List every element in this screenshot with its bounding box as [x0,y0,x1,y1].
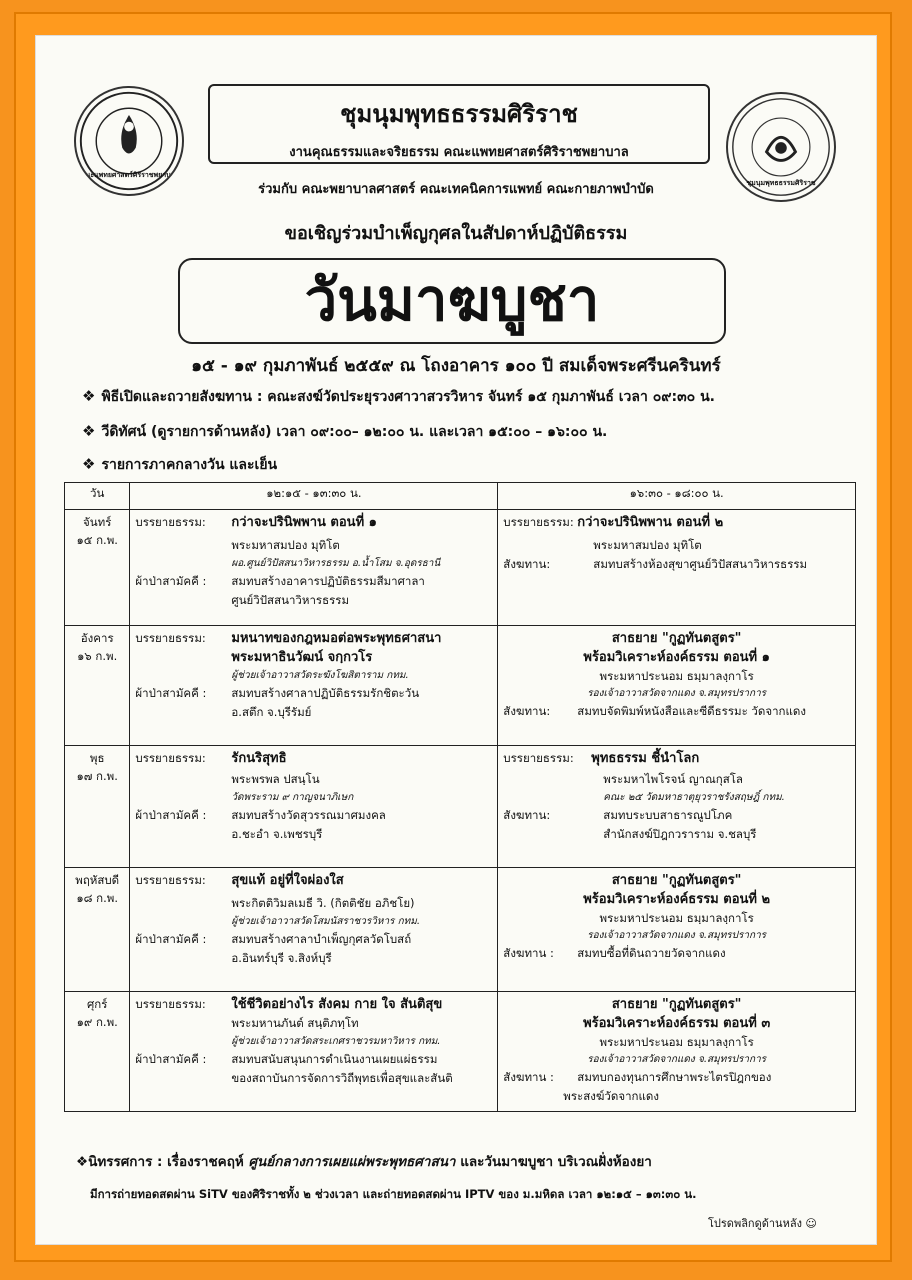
event-date-venue: ๑๕ - ๑๙ กุมภาพันธ์ ๒๕๕๙ ณ โถงอาคาร ๑๐๐ ปี สมเด็จพระศรีนครินทร์ [191,356,721,376]
exhibition-note: ❖นิทรรศการ : เรื่องราชคฤห์ ศูนย์กลางการเผยแผ่พระพุทธศาสนา และวันมาฆบูชา บริเวณฝั่งห้องยา [76,1154,652,1170]
day-name: ศุกร์ [86,997,108,1011]
lecture-topic: ใช้ชีวิตอย่างไร สังคม กาย ใจ สันติสุข [231,997,443,1012]
speaker-note: วัดพระราม ๙ กาญจนาภิเษก [231,792,354,803]
speaker-note: ผู้ช่วยเจ้าอาวาสวัดโสมนัสราชวรวิหาร กทม. [231,916,421,927]
speaker: พระมหาประนอม ธมฺมาลงฺกาโร [599,911,754,925]
speaker-note: ผู้ช่วยเจ้าอาวาสวัดระฆังโฆสิตาราม กทม. [231,670,409,681]
sangha-purpose: สมทบจัดพิมพ์หนังสือและซีดีธรรมะ วัดจากแดง [577,704,806,718]
host-purpose: สมทบสร้างศาลาปฏิบัติธรรมรักชิตะวัน [231,686,420,700]
table-row [65,992,856,1112]
day-name: จันทร์ [83,515,112,529]
header-day: วัน [65,483,130,510]
event-title: วันมาฆบูชา [178,258,726,344]
flip-page-note: โปรดพลิกดูด้านหลัง ☺ [708,1217,817,1230]
speaker: พระมหาไพโรจน์ ญาณกุสโล [603,772,743,786]
host-place: ศูนย์วิปัสสนาวิหารธรรม [231,593,350,607]
day-date: ๑๗ ก.พ. [76,769,118,783]
afternoon-cell: บรรยายธรรม: รักนริสุทธิ พระพรพล ปสนฺโน วัดพระราม ๙ กาญจนาภิเษก ผ้าป่าสามัคคี : สมทบสร้างวัดสุวรรณมาศมงคล อ.ชะอำ จ.เพชรบุรี [130,746,498,868]
poster [36,36,876,1244]
sangha-purpose: สมทบซื้อที่ดินถวายวัดจากแดง [577,946,726,960]
lecture-topic: รักนริสุทธิ [231,751,287,766]
recital-subtitle: พร้อมวิเคราะห์องค์ธรรม ตอนที่ ๒ [583,892,771,907]
recital-title: สาธยาย "กูฏทันตสูตร" [611,873,742,888]
bullet-schedule: ❖ รายการภาคกลางวัน และเย็น [82,455,278,473]
logo-right-text: ชุมนุมพุทธธรรมศิริราช [746,179,816,187]
speaker: พระมหาสมปอง มุทิโต [593,538,702,552]
host-place: ของสถาบันการจัดการวิถีพุทธเพื่อสุขและสันติ [231,1071,453,1085]
diamond-bullet-icon: ❖ [82,455,96,473]
afternoon-cell: บรรยายธรรม: ใช้ชีวิตอย่างไร สังคม กาย ใจ สันติสุข พระมหานภันต์ สนฺติภทฺโท ผู้ช่วยเจ้าอาวาสวัดสระเกศราชวรมหาวิหาร กทม. ผ้าป่าสามัคคี : สมทบสนับสนุนการดำเนินงานเผยแผ่ธรรม ของสถาบันการจัดการวิถีพุทธเพื่อสุขและสันติ [130,992,498,1112]
afternoon-cell: บรรยายธรรม: กว่าจะปรินิพพาน ตอนที่ ๑ พระมหาสมปอง มุทิโต ผอ.ศูนย์วิปัสสนาวิหารธรรม อ.น้ำโสม จ.อุดรธานี ผ้าป่าสามัคคี : สมทบสร้างอาคารปฏิบัติธรรมสีมาศาลา ศูนย์วิปัสสนาวิหารธรรม [130,510,498,626]
table-row [65,868,856,992]
host-purpose: สมทบสร้างศาลาบำเพ็ญกุศลวัดโบสถ์ [231,932,412,946]
table-row [65,626,856,746]
speaker-note: รองเจ้าอาวาสวัดจากแดง จ.สมุทรปราการ [587,688,767,699]
evening-cell: สาธยาย "กูฏทันตสูตร" พร้อมวิเคราะห์องค์ธรรม ตอนที่ ๑ พระมหาประนอม ธมฺมาลงฺกาโร รองเจ้าอาวาสวัดจากแดง จ.สมุทรปราการ สังฆทาน: สมทบจัดพิมพ์หนังสือและซีดีธรรมะ วัดจากแดง [498,626,856,746]
day-date: ๑๕ ก.พ. [76,533,118,547]
day-name: พฤหัสบดี [75,873,120,887]
evening-cell: บรรยายธรรม: พุทธธรรม ชี้นำโลก พระมหาไพโรจน์ ญาณกุสโล คณะ ๒๕ วัดมหาธาตุยุวราชรังสฤษฎิ์ กทม. สังฆทาน: สมทบระบบสาธารณูปโภค สำนักสงฆ์ปิฎกวราราม จ.ชลบุรี [498,746,856,868]
lecture-topic: กว่าจะปรินิพพาน ตอนที่ ๒ [577,515,724,530]
lecture-topic: กว่าจะปรินิพพาน ตอนที่ ๑ [231,515,377,530]
bullet-video: ❖ วีดิทัศน์ (ดูรายการด้านหลัง) เวลา ๐๙:๐๐– ๑๒:๐๐ น. และเวลา ๑๕:๐๐ – ๑๖:๐๐ น. [82,422,608,440]
evening-cell: สาธยาย "กูฏทันตสูตร" พร้อมวิเคราะห์องค์ธรรม ตอนที่ ๒ พระมหาประนอม ธมฺมาลงฺกาโร รองเจ้าอาวาสวัดจากแดง จ.สมุทรปราการ สังฆทาน : สมทบซื้อที่ดินถวายวัดจากแดง [498,868,856,992]
sangha-place: สำนักสงฆ์ปิฎกวราราม จ.ชลบุรี [603,827,757,841]
lecture-topic: สุขแท้ อยู่ที่ใจผ่องใส [231,873,344,888]
evening-cell: บรรยายธรรม: กว่าจะปรินิพพาน ตอนที่ ๒ พระมหาสมปอง มุทิโต สังฆทาน: สมทบสร้างห้องสุขาศูนย์วิปัสสนาวิหารธรรม [498,510,856,626]
lecture-topic: มหนาทของกฎหมอต่อพระพุทธศาสนา [231,631,442,646]
schedule-table [64,482,856,1112]
sangha-purpose: สมทบระบบสาธารณูปโภค [603,808,733,822]
day-date: ๑๙ ก.พ. [76,1015,118,1029]
header-evening: ๑๖:๓๐ - ๑๘:๐๐ น. [498,483,856,510]
speaker: พระมหาประนอม ธมฺมาลงฺกาโร [599,1035,754,1049]
bullet-opening-ceremony: ❖ พิธีเปิดและถวายสังฆทาน : คณะสงฆ์วัดประยุรวงศาวาสวรวิหาร จันทร์ ๑๕ กุมภาพันธ์ เวลา ๐๙:๓๐ น. [82,387,715,405]
speaker-note: ผอ.ศูนย์วิปัสสนาวิหารธรรม อ.น้ำโสม จ.อุดรธานี [231,558,441,569]
sangha-place: พระสงฆ์วัดจากแดง [563,1089,659,1103]
sangha-purpose: สมทบกองทุนการศึกษาพระไตรปิฎกของ [577,1070,772,1084]
table-header-row [65,483,856,510]
speaker: พระพรพล ปสนฺโน [231,772,320,786]
table-row [65,510,856,626]
recital-title: สาธยาย "กูฏทันตสูตร" [611,997,742,1012]
club-title: ชุมนุมพุทธธรรมศิริราช [340,100,578,128]
speaker: พระมหานภันต์ สนฺติภทฺโท [231,1016,359,1030]
host-place: อ.ชะอำ จ.เพชรบุรี [231,827,323,841]
recital-subtitle: พร้อมวิเคราะห์องค์ธรรม ตอนที่ ๑ [583,650,770,665]
department-subtitle: งานคุณธรรมและจริยธรรม คณะแพทยศาสตร์ศิริราชพยาบาล [289,145,629,160]
header-afternoon: ๑๒:๑๕ - ๑๓:๓๐ น. [130,483,498,510]
evening-cell: สาธยาย "กูฏทันตสูตร" พร้อมวิเคราะห์องค์ธรรม ตอนที่ ๓ พระมหาประนอม ธมฺมาลงฺกาโร รองเจ้าอาวาสวัดจากแดง จ.สมุทรปราการ สังฆทาน : สมทบกองทุนการศึกษาพระไตรปิฎกของ พระสงฆ์วัดจากแดง [498,992,856,1112]
day-date: ๑๘ ก.พ. [76,891,119,905]
speaker: พระมหาสมปอง มุทิโต [231,538,340,552]
speaker: พระมหาประนอม ธมฺมาลงฺกาโร [599,669,754,683]
speaker-note: รองเจ้าอาวาสวัดจากแดง จ.สมุทรปราการ [587,930,767,941]
invitation-heading: ขอเชิญร่วมบำเพ็ญกุศลในสัปดาห์ปฏิบัติธรรม [284,223,628,244]
afternoon-cell: บรรยายธรรม: สุขแท้ อยู่ที่ใจผ่องใส พระกิตติวิมลเมธี วิ. (กิตติชัย อภิชโย) ผู้ช่วยเจ้าอาวาสวัดโสมนัสราชวรวิหาร กทม. ผ้าป่าสามัคคี : สมทบสร้างศาลาบำเพ็ญกุศลวัดโบสถ์ อ.อินทร์บุรี จ.สิงห์บุรี [130,868,498,992]
speaker-note: คณะ ๒๕ วัดมหาธาตุยุวราชรังสฤษฎิ์ กทม. [603,792,785,803]
table-row [65,746,856,868]
day-name: พุธ [89,751,105,765]
partner-faculties: ร่วมกับ คณะพยาบาลศาสตร์ คณะเทคนิคการแพทย์ คณะกายภาพบำบัด [258,182,654,197]
afternoon-cell: บรรยายธรรม: มหนาทของกฎหมอต่อพระพุทธศาสนา พระมหาธินวัฒน์ จกฺกวโร ผู้ช่วยเจ้าอาวาสวัดระฆังโฆสิตาราม กทม. ผ้าป่าสามัคคี : สมทบสร้างศาลาปฏิบัติธรรมรักชิตะวัน อ.สตึก จ.บุรีรัมย์ [130,626,498,746]
host-place: อ.อินทร์บุรี จ.สิงห์บุรี [231,951,332,965]
broadcast-note: มีการถ่ายทอดสดผ่าน SiTV ของศิริราชทั้ง ๒ ช่วงเวลา และถ่ายทอดสดผ่าน IPTV ของ ม.มหิดล เวลา ๑๒:๑๕ – ๑๓:๓๐ น. [90,1187,697,1201]
title-box [208,84,710,164]
day-name: อังคาร [80,631,114,645]
speaker-note: ผู้ช่วยเจ้าอาวาสวัดสระเกศราชวรมหาวิหาร กทม. [231,1036,441,1047]
recital-title: สาธยาย "กูฏทันตสูตร" [611,631,742,646]
logo-left-text: คณะแพทยศาสตร์ศิริราชพยาบาล [79,171,179,179]
host-purpose: สมทบสร้างอาคารปฏิบัติธรรมสีมาศาลา [231,574,425,588]
diamond-bullet-icon: ❖ [82,422,96,440]
diamond-bullet-icon: ❖ [82,387,96,405]
speaker-note: รองเจ้าอาวาสวัดจากแดง จ.สมุทรปราการ [587,1054,767,1065]
recital-subtitle: พร้อมวิเคราะห์องค์ธรรม ตอนที่ ๓ [583,1016,771,1031]
host-purpose: สมทบสร้างวัดสุวรรณมาศมงคล [231,808,386,822]
host-purpose: สมทบสนับสนุนการดำเนินงานเผยแผ่ธรรม [231,1052,438,1066]
speaker: พระมหาธินวัฒน์ จกฺกวโร [231,650,373,665]
lecture-topic: พุทธธรรม ชี้นำโลก [591,751,700,766]
sangha-purpose: สมทบสร้างห้องสุขาศูนย์วิปัสสนาวิหารธรรม [593,557,808,571]
diamond-bullet-icon: ❖ [76,1154,89,1170]
day-date: ๑๖ ก.พ. [77,649,118,663]
speaker: พระกิตติวิมลเมธี วิ. (กิตติชัย อภิชโย) [231,896,415,910]
host-place: อ.สตึก จ.บุรีรัมย์ [231,705,312,719]
